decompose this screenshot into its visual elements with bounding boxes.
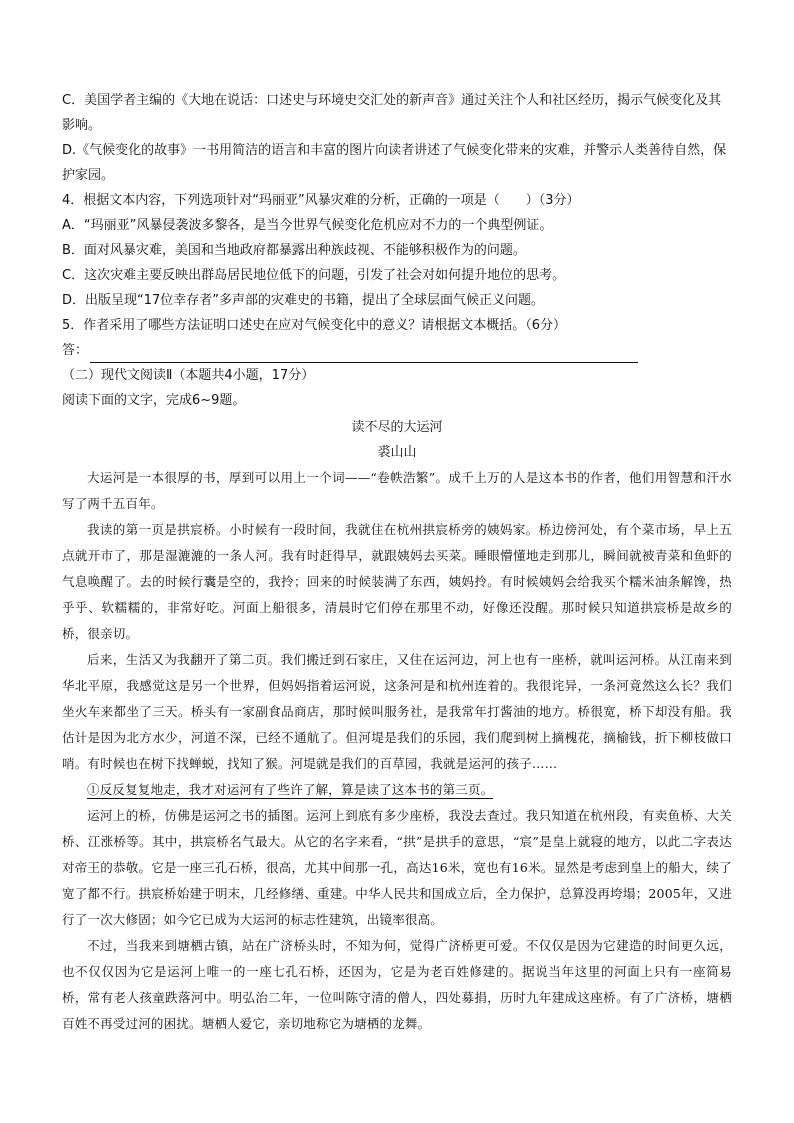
q4-option-a: A．“玛丽亚”风暴侵袭波多黎各，是当今世界气候变化危机应对不力的一个典型例证。 xyxy=(62,218,553,233)
q4-option-c: C．这次灾难主要反映出群岛居民地位低下的问题，引发了社会对如何提升地位的思考。 xyxy=(62,268,566,283)
article-paragraph-3: 后来，生活又为我翻开了第二页。我们搬迁到石家庄，又住在运河边，河上也有一座桥，就叫运河桥。从江南来到华北平原，我感觉这是另一个世界，但妈妈指着运河说，这条河是和杭州连着的。我很诧异，一条河竟然这么长？我们坐火车来都坐了三天。桥头有一家副食品商店，那时候叫服务社，是我常年打酱油的地方。桥很宽，桥下却没有船。我估计是因为北方水少，河道不深，已经不通航了。但河堤是我们的乐园，我们爬到树上摘槐花，摘榆钱，折下柳枝做口哨。有时候也在树下找蝉蜕，找知了猴。河堤就是我们的百草园，我就是运河的孩子…… xyxy=(62,652,732,771)
article-paragraph-underlined xyxy=(62,777,732,803)
article-paragraph-2: 我读的第一页是拱宸桥。小时候有一段时间，我就住在杭州拱宸桥旁的姨妈家。桥边傍河处，有个菜市场，早上五点就开市了，那是湿漉漉的一条人河。我有时赶得早，就跟姨妈去买菜。睡眼懵懂地走到那儿，瞬间就被青菜和鱼虾的气息唤醒了。去的时候行囊是空的，我拎；回来的时候装满了东西，姨妈拎。有时候姨妈会给我买个糯米油条解馋，热乎乎、软糯糯的，非常好吃。河面上船很多，清晨时它们停在那里不动，好像还没醒。那时候只知道拱宸桥是故乡的桥，很亲切。 xyxy=(62,522,732,641)
article-paragraph-6: 不过，当我来到塘栖古镇，站在广济桥头时，不知为何，觉得广济桥更可爱。不仅仅是因为它建造的时间更久远，也不仅仅因为它是运河上唯一的一座七孔石桥，还因为，它是为老百姓修建的。据说当年这里的河面上只有一座简易桥，常有老人孩童跌落河中。明弘治二年，一位叫陈守清的僧人，四处募捐，历时九年建成这座桥。有了广济桥，塘栖百姓不再受过河的困扰。塘栖人爱它，亲切地称它为塘栖的龙舞。 xyxy=(62,938,732,1031)
section-2-instruction: 阅读下面的文字，完成6~9题。 xyxy=(62,393,246,408)
section-2-heading: （二）现代文阅读Ⅱ（本题共4小题，17分） xyxy=(62,368,315,383)
answer-line xyxy=(62,338,732,363)
article xyxy=(62,415,732,1037)
article-paragraph-1: 大运河是一本很厚的书，厚到可以用上一个词——“卷帙浩繁”。成千上万的人是这本书的作者，他们用智慧和汗水写了两千五百年。 xyxy=(62,470,732,511)
q4-option-d: D．出版呈现“17位幸存者”多声部的灾难史的书籍，提出了全球层面气候正义问题。 xyxy=(62,293,545,308)
exam-page xyxy=(62,88,732,1037)
article-title: 读不尽的大运河 xyxy=(351,420,443,435)
option-d-top: D.《气候变化的故事》一书用简洁的语言和丰富的图片向读者讲述了气候变化带来的灾难，并警示人类善待自然，保护家园。 xyxy=(62,143,727,183)
answer-blank[interactable] xyxy=(90,346,638,363)
article-author: 裘山山 xyxy=(377,445,417,460)
answer-label: 答： xyxy=(62,343,89,358)
article-paragraph-5: 运河上的桥，仿佛是运河之书的插图。运河上到底有多少座桥，我没去查过。我只知道在杭州段，有卖鱼桥、大关桥、江涨桥等。其中，拱宸桥名气最大。从它的名字来看，“拱”是拱手的意思，“宸”是皇上就寝的地方，以此二字表达对帝王的恭敬。它是一座三孔石桥，很高，尤其中间那一孔，高达16米，宽也有16米。显然是考虑到皇上的船大，续了宽了都不行。拱宸桥始建于明末，几经修缮、重建。中华人民共和国成立后，全力保护，总算没再垮塌；2005年，又进行了一次大修固；如今它已成为大运河的标志性建筑，出镜率很高。 xyxy=(62,808,732,927)
option-c-top: C．美国学者主编的《大地在说话：口述史与环境史交汇处的新声音》通过关注个人和社区经历，揭示气候变化及其影响。 xyxy=(62,93,722,133)
q4-option-b: B．面对风暴灾难，美国和当地政府都暴露出种族歧视、不能够积极作为的问题。 xyxy=(62,243,526,258)
question-4-stem: 4．根据文本内容，下列选项针对“玛丽亚”风暴灾难的分析，正确的一项是（ ）（3分） xyxy=(62,193,580,208)
question-5-stem: 5．作者采用了哪些方法证明口述史在应对气候变化中的意义？请根据文本概括。（6分） xyxy=(62,318,567,333)
underlined-sentence: ①反反复复地走，我才对运河有了些许了解，算是读了这本书的第三页。 xyxy=(87,782,494,797)
